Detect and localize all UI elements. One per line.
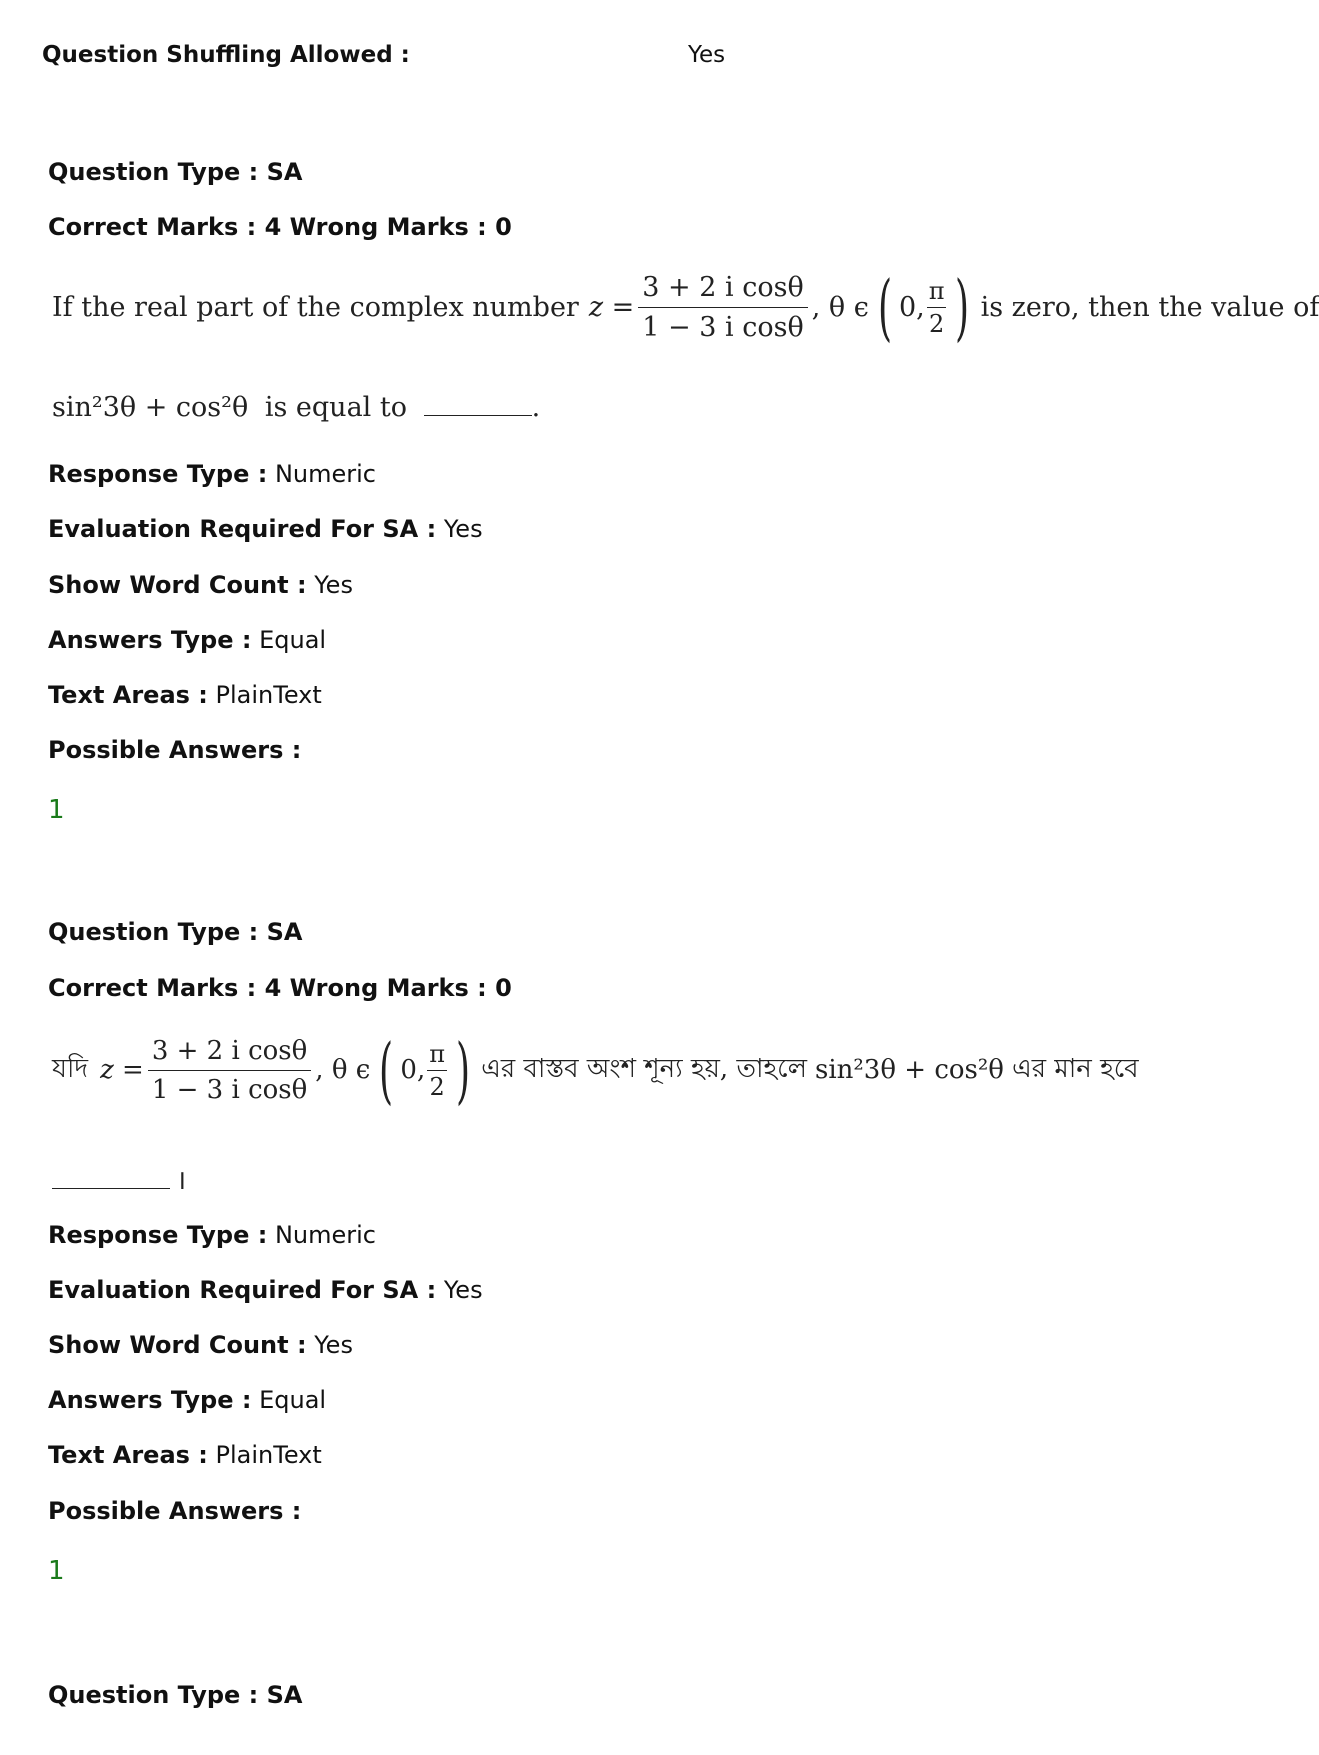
q1-fraction	[638, 272, 807, 343]
q1-text-areas	[48, 681, 322, 709]
q1-line2-text: is equal to	[264, 392, 407, 423]
q1-word-count	[48, 571, 353, 599]
q2-expr: sin²3θ + cos²θ	[814, 1055, 1004, 1085]
q2-eval-label: Evaluation Required For SA :	[48, 1276, 437, 1304]
q1-question-line1	[52, 252, 1319, 362]
q1-line2-expr: sin²3θ + cos²θ	[52, 392, 249, 423]
q1-text-areas-label: Text Areas :	[48, 681, 208, 709]
q1-wordcount-label: Show Word Count :	[48, 571, 307, 599]
q2-word-count	[48, 1331, 353, 1359]
q2-question-line2	[52, 1160, 186, 1197]
q1-text-suffix: is zero, then the value of	[980, 291, 1319, 323]
q1-two: 2	[928, 309, 945, 338]
q2-frac-den: 1 − 3 i cosθ	[151, 1074, 308, 1105]
q2-wordcount-value: Yes	[314, 1331, 353, 1359]
q2-evaluation	[48, 1276, 483, 1304]
q2-type: Question Type : SA	[48, 918, 303, 946]
q2-text-areas-label: Text Areas :	[48, 1441, 208, 1469]
q1-interval-zero: 0,	[898, 291, 925, 323]
q1-frac-num: 3 + 2 i cosθ	[638, 272, 807, 308]
q2-fraction	[148, 1036, 311, 1105]
q2-question-line1	[52, 1018, 1139, 1122]
q2-text-mid: এর বাস্তব অংশ শূন্য হয়, তাহলে	[481, 1054, 807, 1084]
q2-pi: π	[427, 1040, 447, 1071]
q1-possible-value: 1	[48, 795, 65, 825]
q1-right-paren-icon: )	[955, 265, 970, 349]
q1-question-line2	[52, 392, 540, 423]
q1-marks: Correct Marks : 4 Wrong Marks : 0	[48, 213, 512, 241]
q1-type: Question Type : SA	[48, 158, 303, 186]
q2-text-areas-value: PlainText	[215, 1441, 322, 1469]
q1-evaluation	[48, 515, 483, 543]
q1-text-areas-value: PlainText	[215, 681, 322, 709]
q2-marks: Correct Marks : 4 Wrong Marks : 0	[48, 974, 512, 1002]
q2-response-value: Numeric	[274, 1221, 376, 1249]
q1-response-type	[48, 460, 376, 488]
q1-pi-fraction	[927, 277, 947, 338]
q2-answers-type-value: Equal	[259, 1386, 327, 1414]
q1-wordcount-value: Yes	[314, 571, 353, 599]
q1-answer-blank	[424, 414, 532, 416]
q2-text-suffix: এর মান হবে	[1011, 1054, 1139, 1084]
q1-z-eq: z =	[588, 291, 635, 323]
q2-response-label: Response Type :	[48, 1221, 268, 1249]
q1-response-label: Response Type :	[48, 460, 268, 488]
q2-eval-value: Yes	[443, 1276, 483, 1304]
q1-left-paren-icon: (	[877, 265, 892, 349]
q2-two: 2	[429, 1072, 445, 1101]
q2-pi-fraction	[427, 1040, 447, 1101]
q2-line2-end: ।	[176, 1165, 187, 1196]
q2-possible-value: 1	[48, 1556, 65, 1586]
q1-possible-label: Possible Answers :	[48, 736, 302, 764]
q1-theta-in: , θ ϵ	[811, 291, 869, 323]
q2-right-paren-icon: )	[456, 1028, 471, 1112]
q2-text-prefix: যদি	[52, 1054, 89, 1084]
q2-answer-blank	[52, 1187, 170, 1189]
q2-left-paren-icon: (	[379, 1028, 394, 1112]
q1-answers-type-value: Equal	[259, 626, 327, 654]
q2-theta-in: , θ ϵ	[315, 1055, 371, 1085]
q2-wordcount-label: Show Word Count :	[48, 1331, 307, 1359]
q2-interval-zero: 0,	[400, 1055, 426, 1085]
q1-pi: π	[927, 277, 947, 308]
q1-eval-value: Yes	[443, 515, 483, 543]
q1-answers-type-label: Answers Type :	[48, 626, 252, 654]
q3-type: Question Type : SA	[48, 1681, 303, 1709]
q1-response-value: Numeric	[274, 460, 376, 488]
q1-frac-den: 1 − 3 i cosθ	[642, 311, 804, 343]
shuffle-label: Question Shuffling Allowed :	[42, 42, 410, 68]
q2-answers-type-label: Answers Type :	[48, 1386, 252, 1414]
q2-response-type	[48, 1221, 376, 1249]
q2-z-eq: z =	[100, 1055, 144, 1085]
q2-answers-type	[48, 1386, 326, 1414]
q1-text-prefix: If the real part of the complex number	[52, 291, 579, 323]
q2-text-areas	[48, 1441, 322, 1469]
q1-eval-label: Evaluation Required For SA :	[48, 515, 437, 543]
q1-answers-type	[48, 626, 326, 654]
shuffle-value: Yes	[688, 42, 726, 68]
q1-line2-end: .	[531, 392, 541, 423]
q2-frac-num: 3 + 2 i cosθ	[148, 1036, 311, 1071]
q2-possible-label: Possible Answers :	[48, 1497, 302, 1525]
